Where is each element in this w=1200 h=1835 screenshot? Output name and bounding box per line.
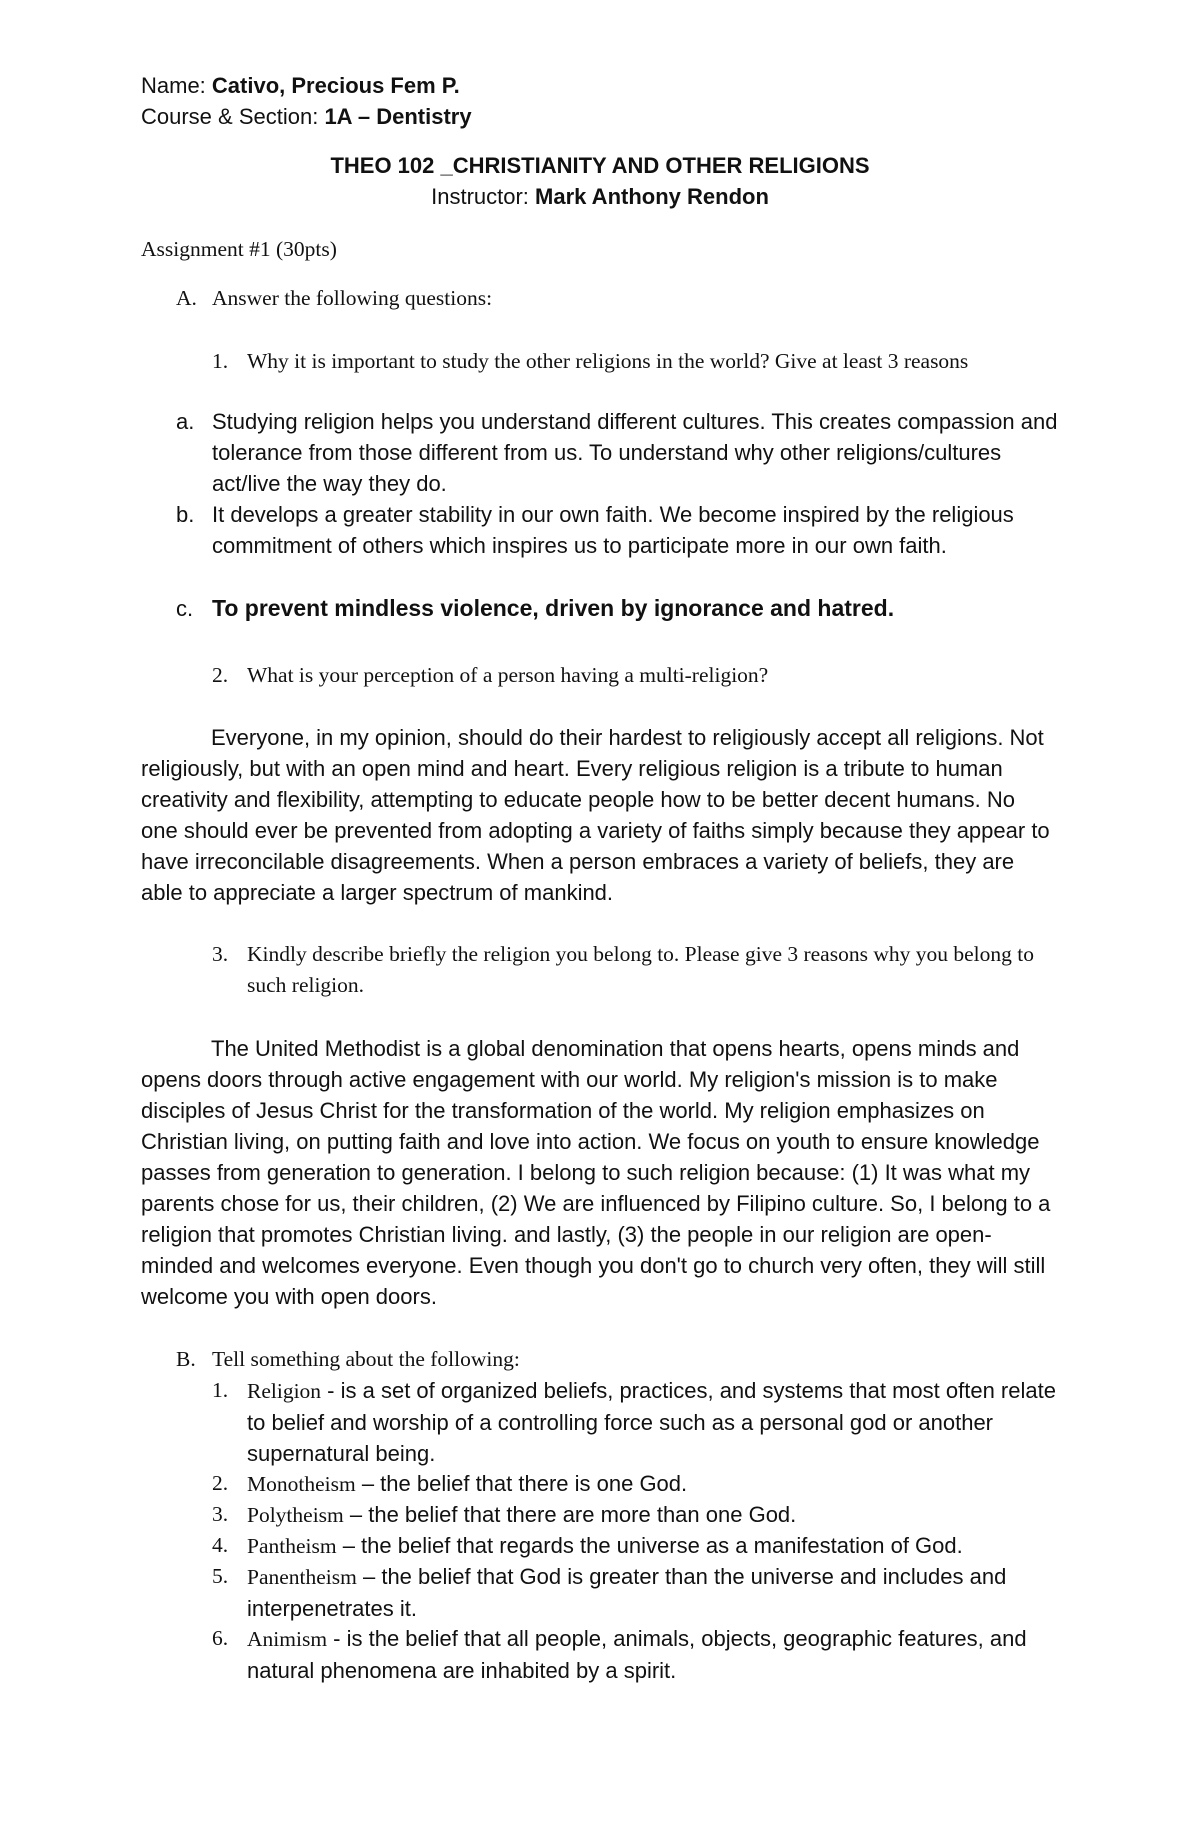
- part-a-heading-text: Answer the following questions:: [212, 286, 493, 310]
- answer-1a-text: Studying religion helps you understand different cultures. This creates compassion and tolerance from those different from us. To understand why other religions/cultures act/live the way they do.: [212, 409, 1058, 496]
- question-2-marker: 2.: [212, 663, 229, 687]
- definition-item: [212, 1530, 1062, 1562]
- assignment-heading: Assignment #1 (30pts): [141, 237, 337, 261]
- title-block: [0, 150, 1200, 212]
- definition-text: – the belief that there are more than one God.: [343, 1502, 797, 1527]
- definition-text: – the belief that there is one God.: [355, 1471, 688, 1496]
- answer-1c-text: To prevent mindless violence, driven by ignorance and hatred.: [212, 595, 895, 621]
- answer-1b: [176, 499, 1041, 561]
- part-a-heading: [176, 283, 1076, 314]
- instructor-line: [0, 181, 1200, 212]
- instructor-value: Mark Anthony Rendon: [535, 184, 769, 209]
- course-section-line: [141, 101, 472, 132]
- part-b-marker: B.: [176, 1347, 196, 1371]
- answer-3-paragraph: The United Methodist is a global denomination that opens hearts, opens minds and opens doors through active engagement with our world. My religion's mission is to make disciples of Jesus Christ for the transformation of the world. My religion emphasizes on Christian living, on putting faith and love into action. We focus on youth to ensure knowledge passes from generation to generation. I belong to such religion because: (1) It was what my parents chose for us, their children, (2) We are influenced by Filipino culture. So, I belong to a religion that promotes Christian living. and lastly, (3) the people in our religion are open-minded and welcomes everyone. Even though you don't go to church very often, they will still welcome you with open doors.: [141, 1036, 1051, 1309]
- definition-term: Pantheism: [247, 1534, 337, 1558]
- definition-marker: 3.: [212, 1502, 229, 1526]
- header: [141, 70, 472, 132]
- answer-2-paragraph: Everyone, in my opinion, should do their hardest to religiously accept all religions. Not religiously, but with an open mind and heart. Every religious religion is a tribute to human creativity and flexibility, attempting to educate people how to be better decent humans. No one should ever be prevented from adopting a variety of faiths simply because they appear to have irreconcilable disagreements. When a person embraces a variety of beliefs, they are able to appreciate a larger spectrum of mankind.: [141, 725, 1050, 905]
- definition-marker: 5.: [212, 1564, 229, 1588]
- definition-term: Religion: [247, 1379, 322, 1403]
- name-label: Name:: [141, 73, 212, 98]
- course-value: 1A – Dentistry: [324, 104, 472, 129]
- question-1-marker: 1.: [212, 349, 229, 373]
- question-1: [212, 346, 1092, 377]
- answer-1c: [176, 593, 1066, 624]
- definition-term: Monotheism: [247, 1472, 356, 1496]
- definition-text: - is a set of organized beliefs, practices, and systems that most often relate to belief and worship of a controlling force such as a personal god or another supernatural being.: [247, 1378, 1056, 1466]
- instructor-label: Instructor:: [431, 184, 536, 209]
- question-3-marker: 3.: [212, 942, 229, 966]
- definition-marker: 4.: [212, 1533, 229, 1557]
- definition-marker: 1.: [212, 1378, 229, 1402]
- definition-term: Animism: [247, 1627, 328, 1651]
- definition-text: - is the belief that all people, animals, objects, geographic features, and natural phenomena are inhabited by a spirit.: [247, 1626, 1027, 1683]
- definition-text: – the belief that God is greater than the universe and includes and interpenetrates it.: [247, 1564, 1007, 1621]
- question-3: [212, 939, 1042, 1001]
- name-value: Cativo, Precious Fem P.: [211, 73, 460, 98]
- question-1-text: Why it is important to study the other religions in the world? Give at least 3 reasons: [247, 349, 969, 373]
- definition-term: Panentheism: [247, 1565, 357, 1589]
- part-b-heading: [176, 1344, 1076, 1375]
- definition-term: Polytheism: [247, 1503, 344, 1527]
- answer-1b-text: It develops a greater stability in our own faith. We become inspired by the religious commitment of others which inspires us to participate more in our own faith.: [212, 502, 1014, 558]
- course-title: THEO 102 _CHRISTIANITY AND OTHER RELIGIONS: [330, 153, 870, 178]
- answer-1c-marker: c.: [176, 596, 194, 621]
- definition-item: [212, 1375, 1062, 1469]
- definition-item: [212, 1499, 1062, 1531]
- definition-item: [212, 1623, 1062, 1686]
- definition-item: [212, 1468, 1062, 1500]
- definition-marker: 2.: [212, 1471, 229, 1495]
- definition-text: – the belief that regards the universe as a manifestation of God.: [336, 1533, 963, 1558]
- definition-item: [212, 1561, 1062, 1624]
- definition-marker: 6.: [212, 1626, 229, 1650]
- course-label: Course & Section:: [141, 104, 325, 129]
- question-2-text: What is your perception of a person having a multi-religion?: [247, 663, 769, 687]
- answer-1a-marker: a.: [176, 409, 195, 434]
- question-2: [212, 660, 1092, 691]
- answer-1a: [176, 406, 1066, 499]
- part-a-marker: A.: [176, 286, 197, 310]
- answer-1b-marker: b.: [176, 502, 195, 527]
- student-name-line: [141, 70, 472, 101]
- part-b-heading-text: Tell something about the following:: [212, 1347, 520, 1371]
- question-3-text: Kindly describe briefly the religion you belong to. Please give 3 reasons why you belong to such religion.: [247, 942, 1034, 997]
